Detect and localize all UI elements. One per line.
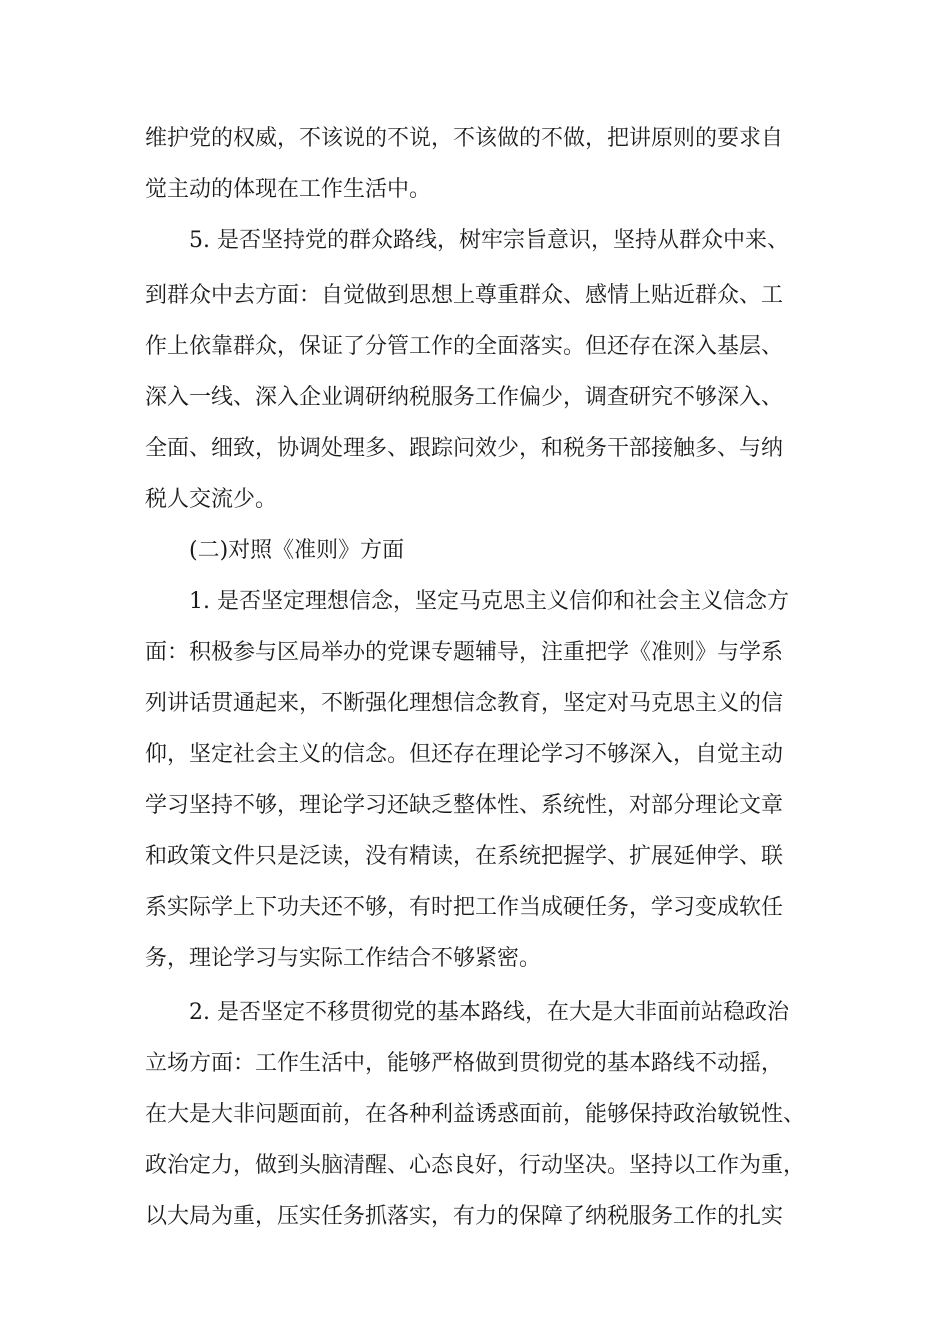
paragraph-line: 务，理论学习与实际工作结合不够紧密。 [145, 946, 542, 971]
section-heading: (二)对照《准则》方面 [189, 538, 405, 563]
paragraph-line: 5. 是否坚持党的群众路线，树牢宗旨意识，坚持从群众中来、 [189, 228, 789, 253]
paragraph-line: 全面、细致，协调处理多、跟踪问效少，和税务干部接触多、与纳 [145, 436, 784, 461]
paragraph-line: 列讲话贯通起来，不断强化理想信念教育，坚定对马克思主义的信 [145, 691, 784, 716]
paragraph-line: 学习坚持不够，理论学习还缺乏整体性、系统性，对部分理论文章 [145, 793, 784, 818]
paragraph-line: 面：积极参与区局举办的党课专题辅导，注重把学《准则》与学系 [145, 640, 784, 665]
paragraph-line: 立场方面：工作生活中，能够严格做到贯彻党的基本路线不动摇， [145, 1051, 784, 1076]
paragraph-line: 维护党的权威，不该说的不说，不该做的不做，把讲原则的要求自 [145, 126, 784, 151]
paragraph-line: 作上依靠群众，保证了分管工作的全面落实。但还存在深入基层、 [145, 334, 784, 359]
paragraph-line: 2. 是否坚定不移贯彻党的基本路线，在大是大非面前站稳政治 [189, 1000, 789, 1025]
paragraph-line: 税人交流少。 [145, 487, 278, 512]
paragraph-line: 和政策文件只是泛读，没有精读，在系统把握学、扩展延伸学、联 [145, 844, 784, 869]
paragraph-line: 到群众中去方面：自觉做到思想上尊重群众、感情上贴近群众、工 [145, 283, 784, 308]
paragraph-line: 在大是大非问题面前，在各种利益诱惑面前，能够保持政治敏锐性、 [145, 1102, 806, 1127]
paragraph-line: 系实际学上下功夫还不够，有时把工作当成硬任务，学习变成软任 [145, 895, 784, 920]
paragraph-line: 以大局为重，压实任务抓落实，有力的保障了纳税服务工作的扎实 [145, 1204, 784, 1229]
paragraph-line: 觉主动的体现在工作生活中。 [145, 177, 432, 202]
paragraph-line: 深入一线、深入企业调研纳税服务工作偏少，调查研究不够深入、 [145, 385, 784, 410]
paragraph-line: 1. 是否坚定理想信念，坚定马克思主义信仰和社会主义信念方 [189, 589, 789, 614]
paragraph-line: 政治定力，做到头脑清醒、心态良好，行动坚决。坚持以工作为重， [145, 1153, 806, 1178]
paragraph-line: 仰，坚定社会主义的信念。但还存在理论学习不够深入，自觉主动 [145, 742, 784, 767]
